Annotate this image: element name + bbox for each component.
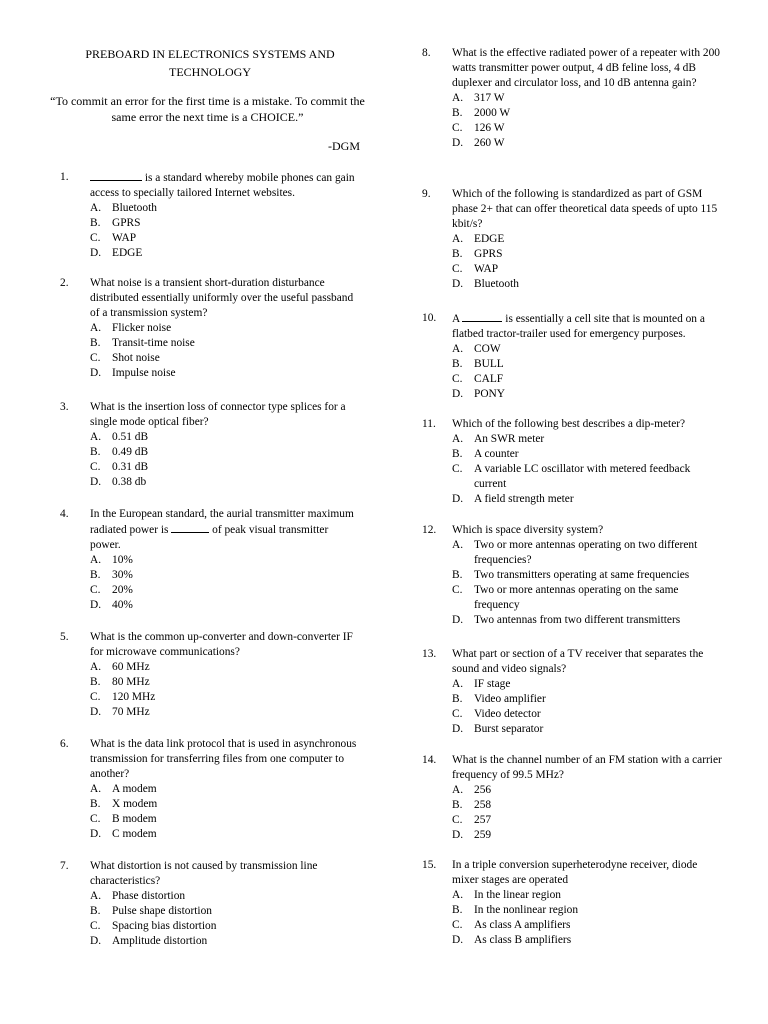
option-letter: C. <box>452 122 463 134</box>
answer-option <box>452 432 722 447</box>
option-letter: D. <box>90 706 102 718</box>
option-letter: C. <box>90 920 101 932</box>
option-text: C modem <box>112 828 157 840</box>
answer-option <box>452 106 722 121</box>
answer-options <box>452 91 722 151</box>
question-text: Which is space diversity system? <box>452 524 604 536</box>
question-13 <box>422 647 722 737</box>
option-text: 260 W <box>474 137 505 149</box>
answer-option <box>90 934 360 949</box>
title-line-1: PREBOARD IN ELECTRONICS SYSTEMS AND <box>85 47 335 61</box>
answer-options <box>90 430 360 490</box>
question-5 <box>60 630 360 720</box>
question-text: What is the insertion loss of connector type splices for a single mode optical fiber? <box>90 401 346 428</box>
title-line-2: TECHNOLOGY <box>169 65 251 79</box>
question-text: Which of the following is standardized as part of GSM phase 2+ that can offer theoretical data speeds of upto 115 kbit/s? <box>452 188 718 230</box>
answer-option <box>452 583 722 613</box>
option-letter: A. <box>90 431 102 443</box>
document-title <box>60 45 360 81</box>
question-15 <box>422 858 722 948</box>
option-text: A variable LC oscillator with metered feedback current <box>474 463 691 490</box>
option-text: 2000 W <box>474 107 511 119</box>
question-number: 5. <box>60 631 69 643</box>
option-text: 0.38 db <box>112 476 147 488</box>
option-letter: C. <box>90 813 101 825</box>
option-letter: A. <box>452 433 464 445</box>
question-7 <box>60 859 360 949</box>
question-number: 12. <box>422 524 437 536</box>
option-letter: C. <box>90 691 101 703</box>
option-letter: A. <box>90 202 102 214</box>
answer-options <box>90 553 360 613</box>
answer-option <box>90 216 360 231</box>
option-text: GPRS <box>112 217 141 229</box>
option-text: 0.49 dB <box>112 446 149 458</box>
option-letter: B. <box>452 358 463 370</box>
option-text: 317 W <box>474 92 505 104</box>
option-letter: A. <box>452 233 464 245</box>
question-number: 11. <box>422 418 436 430</box>
quote: “To commit an error for the first time is a mistake. To commit the same error the next time is a CHOICE.” <box>50 94 365 124</box>
option-text: 126 W <box>474 122 505 134</box>
answer-option <box>452 247 722 262</box>
answer-option <box>452 692 722 707</box>
answer-options <box>90 782 360 842</box>
option-letter: A. <box>452 343 464 355</box>
option-text: B modem <box>112 813 157 825</box>
answer-options <box>90 201 360 261</box>
option-text: 257 <box>474 814 492 826</box>
answer-option <box>90 336 360 351</box>
option-letter: D. <box>452 723 464 735</box>
option-letter: C. <box>90 352 101 364</box>
option-letter: D. <box>452 829 464 841</box>
option-text: Flicker noise <box>112 322 172 334</box>
option-letter: A. <box>452 92 464 104</box>
option-text: EDGE <box>112 247 143 259</box>
question-14 <box>422 753 722 843</box>
option-text: Transit-time noise <box>112 337 195 349</box>
option-letter: D. <box>90 935 102 947</box>
answer-option <box>452 798 722 813</box>
quote-author: -DGM <box>328 139 360 153</box>
answer-option <box>452 447 722 462</box>
answer-option <box>452 722 722 737</box>
answer-option <box>452 387 722 402</box>
answer-option <box>90 430 360 445</box>
answer-option <box>90 583 360 598</box>
answer-option <box>452 262 722 277</box>
question-number: 4. <box>60 508 69 520</box>
question-number: 15. <box>422 859 437 871</box>
option-letter: B. <box>90 337 101 349</box>
answer-option <box>90 445 360 460</box>
option-text: 10% <box>112 554 133 566</box>
answer-options <box>452 538 722 628</box>
question-text: What is the common up-converter and down-converter IF for microwave communications? <box>90 631 353 658</box>
answer-option <box>90 201 360 216</box>
option-text: Two or more antennas operating on two different frequencies? <box>474 539 698 566</box>
option-text: A modem <box>112 783 157 795</box>
option-text: An SWR meter <box>474 433 545 445</box>
option-letter: C. <box>452 373 463 385</box>
question-text: What noise is a transient short-duration disturbance distributed essentially uniformly over the useful passband of a transmission system? <box>90 277 354 319</box>
question-2 <box>60 276 360 381</box>
question-3 <box>60 400 360 490</box>
option-letter: C. <box>452 463 463 475</box>
question-11 <box>422 417 722 507</box>
option-letter: B. <box>452 107 463 119</box>
answer-option <box>452 121 722 136</box>
option-text: Burst separator <box>474 723 544 735</box>
answer-option <box>90 351 360 366</box>
answer-options <box>452 432 722 507</box>
answer-options <box>452 783 722 843</box>
option-letter: B. <box>90 676 101 688</box>
answer-options <box>452 888 722 948</box>
option-text: Impulse noise <box>112 367 176 379</box>
option-letter: B. <box>452 693 463 705</box>
answer-blank <box>171 522 209 533</box>
question-number: 9. <box>422 188 431 200</box>
question-text: What part or section of a TV receiver that separates the sound and video signals? <box>452 648 704 675</box>
option-letter: C. <box>452 814 463 826</box>
option-letter: A. <box>452 539 464 551</box>
answer-option <box>90 475 360 490</box>
option-letter: D. <box>90 599 102 611</box>
question-number: 14. <box>422 754 437 766</box>
option-text: Video detector <box>474 708 541 720</box>
option-text: Bluetooth <box>474 278 519 290</box>
option-text: WAP <box>474 263 499 275</box>
option-letter: D. <box>452 934 464 946</box>
question-text <box>90 170 360 201</box>
option-text: Spacing bias distortion <box>112 920 217 932</box>
option-text: Two antennas from two different transmitters <box>474 614 681 626</box>
option-letter: C. <box>90 461 101 473</box>
option-text: Two transmitters operating at same frequencies <box>474 569 690 581</box>
question-text: What is the data link protocol that is used in asynchronous transmission for transferring files from one computer to another? <box>90 738 357 780</box>
answer-option <box>90 705 360 720</box>
answer-options <box>90 660 360 720</box>
option-text: 30% <box>112 569 133 581</box>
question-number: 1. <box>60 171 69 183</box>
option-letter: A. <box>90 554 102 566</box>
answer-option <box>452 568 722 583</box>
answer-options <box>90 321 360 381</box>
question-8 <box>422 46 722 151</box>
option-text: Pulse shape distortion <box>112 905 212 917</box>
question-number: 13. <box>422 648 437 660</box>
answer-option <box>90 782 360 797</box>
option-letter: D. <box>90 367 102 379</box>
option-letter: A. <box>452 678 464 690</box>
option-text: PONY <box>474 388 506 400</box>
question-text-post: is essentially a cell site that is mounted on a flatbed tractor-trailer used for emergency purposes. <box>452 313 705 340</box>
answer-option <box>90 460 360 475</box>
question-number: 7. <box>60 860 69 872</box>
option-text: GPRS <box>474 248 503 260</box>
option-text: 258 <box>474 799 492 811</box>
option-text: 0.51 dB <box>112 431 149 443</box>
answer-option <box>90 321 360 336</box>
answer-option <box>90 366 360 381</box>
answer-option <box>452 707 722 722</box>
answer-option <box>90 904 360 919</box>
option-text: 259 <box>474 829 492 841</box>
question-text-post: of peak visual transmitter power. <box>90 524 329 551</box>
answer-option <box>452 538 722 568</box>
answer-option <box>452 918 722 933</box>
answer-option <box>452 232 722 247</box>
answer-option <box>452 903 722 918</box>
option-text: Two or more antennas operating on the same frequency <box>474 584 679 611</box>
option-text: X modem <box>112 798 158 810</box>
option-letter: B. <box>90 446 101 458</box>
option-letter: C. <box>90 584 101 596</box>
option-letter: D. <box>452 388 464 400</box>
answer-blank <box>462 311 502 322</box>
answer-options <box>452 342 722 402</box>
answer-option <box>90 598 360 613</box>
question-text-pre: In the European standard, the aurial transmitter maximum radiated power is <box>90 508 354 536</box>
question-text: In a triple conversion superheterodyne receiver, diode mixer stages are operated <box>452 859 698 886</box>
question-9 <box>422 187 722 292</box>
answer-option <box>90 568 360 583</box>
option-letter: B. <box>90 217 101 229</box>
option-letter: C. <box>452 708 463 720</box>
answer-option <box>90 889 360 904</box>
answer-option <box>90 690 360 705</box>
option-text: In the nonlinear region <box>474 904 579 916</box>
question-12 <box>422 523 722 628</box>
answer-blank <box>90 170 142 181</box>
option-text: 0.31 dB <box>112 461 149 473</box>
answer-option <box>90 919 360 934</box>
option-text: 40% <box>112 599 133 611</box>
option-text: Shot noise <box>112 352 160 364</box>
question-4 <box>60 507 360 613</box>
option-text: 60 MHz <box>112 661 150 673</box>
option-letter: B. <box>452 569 463 581</box>
option-text: IF stage <box>474 678 511 690</box>
answer-option <box>90 231 360 246</box>
question-text: What is the channel number of an FM station with a carrier frequency of 99.5 MHz? <box>452 754 722 781</box>
question-number: 10. <box>422 312 437 324</box>
answer-option <box>452 813 722 828</box>
answer-option <box>90 797 360 812</box>
question-number: 6. <box>60 738 69 750</box>
option-letter: D. <box>90 476 102 488</box>
option-text: Video amplifier <box>474 693 546 705</box>
question-number: 2. <box>60 277 69 289</box>
option-letter: D. <box>452 137 464 149</box>
answer-option <box>452 677 722 692</box>
option-letter: A. <box>90 661 102 673</box>
option-letter: C. <box>452 584 463 596</box>
option-letter: A. <box>452 784 464 796</box>
answer-option <box>452 372 722 387</box>
question-text-pre: A <box>452 313 463 325</box>
option-letter: D. <box>452 278 464 290</box>
answer-option <box>452 342 722 357</box>
question-6 <box>60 737 360 842</box>
option-text: Phase distortion <box>112 890 186 902</box>
question-text: Which of the following best describes a dip-meter? <box>452 418 686 430</box>
answer-option <box>90 675 360 690</box>
answer-option <box>452 888 722 903</box>
option-letter: A. <box>90 890 102 902</box>
answer-option <box>90 660 360 675</box>
option-letter: D. <box>452 493 464 505</box>
option-letter: A. <box>90 783 102 795</box>
option-text: BULL <box>474 358 504 370</box>
option-text: CALF <box>474 373 504 385</box>
option-text: 80 MHz <box>112 676 150 688</box>
option-text: COW <box>474 343 501 355</box>
answer-option <box>452 828 722 843</box>
option-text: EDGE <box>474 233 505 245</box>
option-letter: B. <box>90 569 101 581</box>
answer-options <box>90 889 360 949</box>
question-1 <box>60 170 360 261</box>
answer-option <box>90 246 360 261</box>
option-letter: B. <box>90 798 101 810</box>
option-text: 256 <box>474 784 492 796</box>
answer-option <box>452 277 722 292</box>
question-text: What is the effective radiated power of a repeater with 200 watts transmitter power output, 4 dB feline loss, 4 dB duplexer and circulator loss, and 10 dB antenna gain? <box>452 47 720 89</box>
option-text: WAP <box>112 232 137 244</box>
option-text: A field strength meter <box>474 493 574 505</box>
option-letter: C. <box>452 919 463 931</box>
answer-option <box>452 492 722 507</box>
option-text: 120 MHz <box>112 691 156 703</box>
question-number: 3. <box>60 401 69 413</box>
answer-option <box>452 613 722 628</box>
option-letter: C. <box>452 263 463 275</box>
answer-option <box>452 136 722 151</box>
option-text: A counter <box>474 448 519 460</box>
option-letter: B. <box>452 799 463 811</box>
option-letter: B. <box>452 904 463 916</box>
answer-option <box>452 783 722 798</box>
answer-option <box>452 462 722 492</box>
option-letter: D. <box>90 247 102 259</box>
option-letter: B. <box>452 448 463 460</box>
answer-options <box>452 232 722 292</box>
option-letter: D. <box>90 828 102 840</box>
answer-option <box>90 827 360 842</box>
answer-option <box>90 812 360 827</box>
option-letter: B. <box>90 905 101 917</box>
question-number: 8. <box>422 47 431 59</box>
answer-option <box>452 91 722 106</box>
option-text: 70 MHz <box>112 706 150 718</box>
option-text: As class B amplifiers <box>474 934 572 946</box>
option-text: Bluetooth <box>112 202 157 214</box>
option-text: Amplitude distortion <box>112 935 208 947</box>
answer-option <box>452 933 722 948</box>
option-text: In the linear region <box>474 889 561 901</box>
option-letter: A. <box>452 889 464 901</box>
answer-options <box>452 677 722 737</box>
option-letter: A. <box>90 322 102 334</box>
answer-option <box>452 357 722 372</box>
answer-option <box>90 553 360 568</box>
option-letter: D. <box>452 614 464 626</box>
question-text <box>90 507 360 553</box>
option-text: 20% <box>112 584 133 596</box>
question-10 <box>422 311 722 402</box>
option-letter: B. <box>452 248 463 260</box>
option-letter: C. <box>90 232 101 244</box>
question-text-post: is a standard whereby mobile phones can gain access to specially tailored Internet websites. <box>90 172 355 199</box>
question-text: What distortion is not caused by transmission line characteristics? <box>90 860 318 887</box>
option-text: As class A amplifiers <box>474 919 571 931</box>
question-text <box>452 311 722 342</box>
